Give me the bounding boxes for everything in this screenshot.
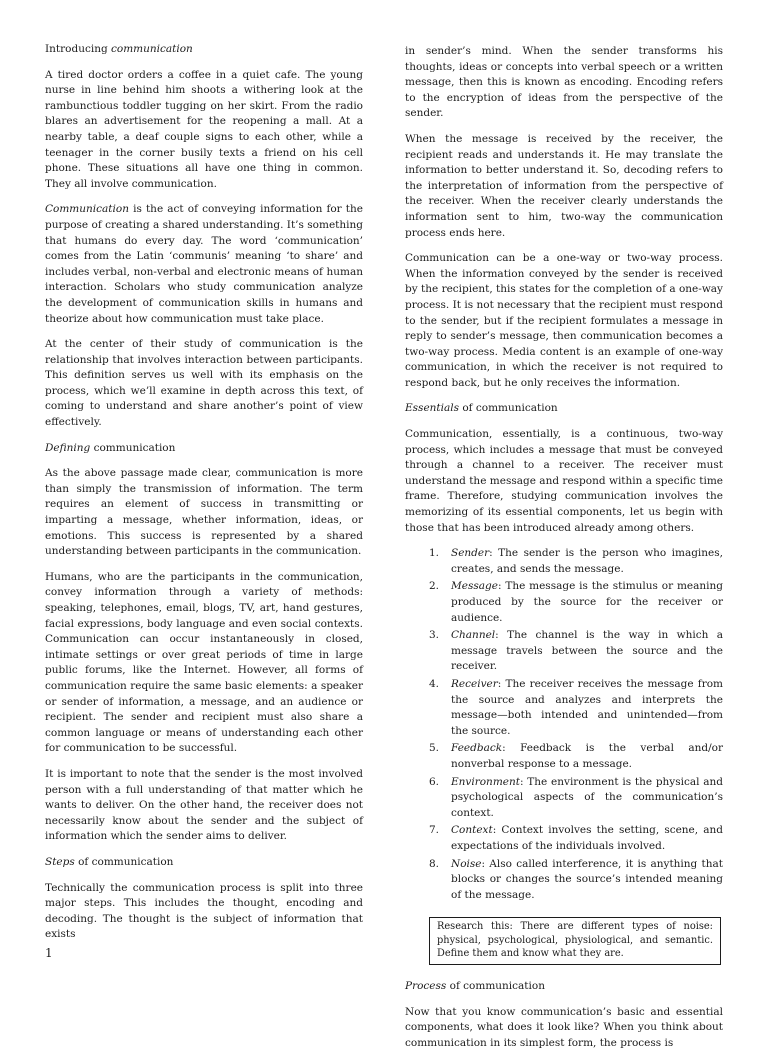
list-term: Environment (451, 775, 520, 788)
list-item (405, 775, 723, 822)
heading-italic-text: Defining (45, 441, 91, 454)
list-number: 2. (429, 580, 440, 593)
paragraph-defining-3: It is important to note that the sender is the most involved person with a full understanding of that matter which he wants to deliver. On the other hand, the receiver does not necessarily know about the sender and the subject of information which the sender aims to deliver. (45, 767, 363, 843)
section-heading-defining (45, 441, 363, 457)
list-number: 1. (429, 547, 440, 560)
paragraph-essentials-1: Communication, essentially, is a continuous, two-way process, which includes a message that must be conveyed through a channel to a receiver. The receiver must understand the message and respond within a specific time frame. Therefore, studying communication involves the memorizing of its essential components, let us begin with those that has been introduced already among others. (405, 428, 723, 534)
list-number: 5. (429, 742, 440, 755)
list-item (405, 628, 723, 675)
list-term: Feedback (451, 742, 503, 755)
italic-term: Communication (45, 203, 129, 216)
section-heading-introducing (45, 42, 363, 58)
list-text: : Feedback is the verbal and/or nonverbal response to a message. (451, 742, 723, 770)
list-term: Message (451, 580, 498, 593)
paragraph-intro-1: A tired doctor orders a coffee in a quiet cafe. The young nurse in line behind him shoots a withering look at the rambunctious toddler tugging on her skirt. From the radio blares an advertisement for the reopening a mall. At a nearby table, a deaf couple signs to each other, while a teenager in the corner busily texts a friend on his cell phone. These situations all have one thing in common. They all involve communication. (45, 68, 363, 190)
paragraph-defining-2: Humans, who are the participants in the communication, convey information through a variety of methods: speaking, telephones, email, blogs, TV, art, hand gestures, facial expressions, body language and even social contexts. Communication can occur instantaneously in closed, intimate settings or over great periods of time in large public forums, like the Internet. However, all forms of communication require the same basic elements: a speaker or sender of information, a message, and an audience or recipient. The sender and recipient must also share a common language or means of understanding each other for communication to be successful. (45, 570, 363, 755)
list-text: : The environment is the physical and psychological aspects of the communication’s context. (451, 775, 723, 819)
paragraph-intro-3: At the center of their study of communication is the relationship that involves interaction between participants. This definition serves us well with its emphasis on the process, which we’ll examine in depth across this text, of coming to understand and share another’s point of view effectively. (45, 338, 363, 429)
section-heading-steps (45, 855, 363, 871)
list-item (405, 579, 723, 626)
list-term: Noise (451, 857, 482, 870)
paragraph-defining-1: As the above passage made clear, communication is more than simply the transmission of information. The term requires an element of success in transmitting or imparting a message, whether information, ideas, or emotions. This success is represented by a shared understanding between participants in the communication. (45, 467, 363, 558)
paragraph-steps-continued-1: in sender’s mind. When the sender transforms his thoughts, ideas or concepts into verbal speech or a written message, then this is known as encoding. Encoding refers to the encryption of ideas from the perspective of the sender. (405, 45, 723, 120)
list-number: 8. (429, 857, 440, 870)
right-column (405, 44, 723, 1061)
list-text: : The message is the stimulus or meaning produced by the source for the receiver or audience. (451, 580, 723, 624)
paragraph-process-1: Now that you know communication’s basic and essential components, what does it look like? When you think about communication in its simplest form, the process is (405, 1005, 723, 1049)
paragraph-intro-2 (45, 202, 363, 327)
heading-text: communication (90, 441, 176, 454)
essentials-list (405, 546, 723, 903)
heading-text: of communication (446, 980, 545, 993)
paragraph-steps-continued-3: Communication can be a one-way or two-way process. When the information conveyed by the sender is received by the recipient, this states for the completion of a one-way process. It is not necessary that the recipient must respond to the sender, but if the recipient formulates a message in reply to sender’s message, then communication becomes a two-way process. Media content is an example of one-way communication, in which the receiver is not required to respond back, but he only receives the information. (405, 252, 723, 389)
list-item (405, 857, 723, 904)
heading-italic-text: Steps (45, 855, 75, 868)
heading-italic-text: Essentials (405, 402, 460, 415)
research-box: Research this: There are different types of noise: physical, psychological, physiological, and semantic. Define them and know what they are. (429, 917, 721, 965)
heading-italic-text: communication (111, 43, 193, 55)
page-number: 1 (45, 946, 53, 960)
list-item (405, 741, 723, 772)
list-text: : Also called interference, it is anything that blocks or changes the source’s intended meaning of the message. (451, 857, 723, 901)
left-column (45, 42, 363, 953)
list-term: Sender (451, 547, 490, 560)
list-text: : The receiver receives the message from the source and analyzes and interprets the message—both intended and unintended—from the source. (451, 677, 723, 737)
heading-text: of communication (74, 855, 174, 868)
list-item (405, 546, 723, 577)
list-text: : The sender is the person who imagines, creates, and sends the message. (451, 547, 723, 575)
list-term: Context (451, 824, 493, 837)
list-term: Receiver (451, 677, 498, 690)
list-item (405, 823, 723, 854)
paragraph-steps-continued-2: When the message is received by the receiver, the recipient reads and understands it. He may translate the information to better understand it. So, decoding refers to the interpretation of information from the perspective of the receiver. When the receiver clearly understands the information sent to him, two-way the communication process ends here. (405, 132, 723, 239)
list-number: 7. (429, 824, 440, 837)
heading-text: Introducing (45, 43, 112, 55)
paragraph-steps-1: Technically the communication process is split into three major steps. This includes the thought, encoding and decoding. The thought is the subject of information that exists (45, 881, 363, 941)
list-number: 4. (429, 677, 440, 690)
list-text: : The channel is the way in which a message travels between the source and the receiver. (451, 629, 723, 673)
heading-italic-text: Process (405, 980, 447, 993)
paragraph-text: is the act of conveying information for the purpose of creating a shared understanding. It’s something that humans do every day. The word ‘communication’ comes from the Latin ‘communis’ meaning ‘to share’ and includes verbal, non-verbal and electronic means of human interaction. Scholars who study communication analyze the development of communication skills in humans and theorize about how communication must take place. (45, 203, 363, 325)
list-item (405, 677, 723, 739)
heading-text: of communication (459, 402, 558, 415)
section-heading-process (405, 979, 723, 995)
list-term: Channel (451, 629, 496, 642)
list-number: 3. (429, 629, 440, 642)
list-number: 6. (429, 775, 440, 788)
list-text: : Context involves the setting, scene, and expectations of the individuals involved. (451, 824, 723, 852)
section-heading-essentials (405, 401, 723, 417)
